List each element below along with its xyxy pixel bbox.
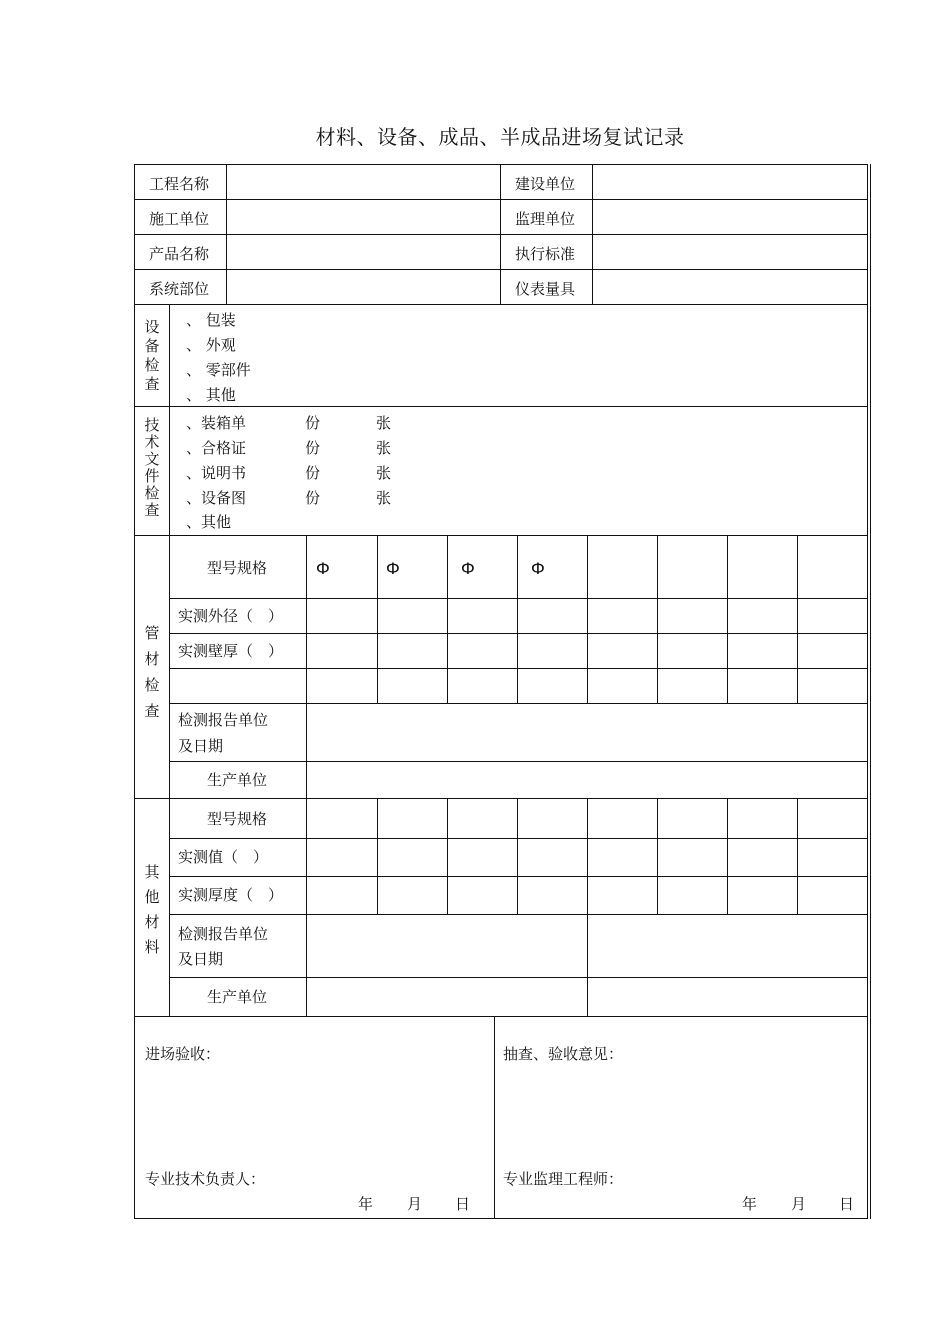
col-line (377, 798, 378, 914)
other-model-label: 型号规格 (207, 810, 268, 828)
row-line (134, 1218, 868, 1219)
doc-sheets: 张 (376, 489, 392, 507)
doc-name: 、其他 (186, 513, 232, 531)
supervision-unit-label: 监理单位 (515, 210, 576, 228)
col-line (226, 164, 227, 304)
equipment-item: 、 外观 (186, 336, 236, 354)
col-line (727, 535, 728, 703)
equipment-item: 、 包装 (186, 311, 236, 329)
tech-docs-label: 技术文件检查 (144, 416, 160, 519)
phi-symbol: Ф (531, 559, 545, 578)
doc-name: 、装箱单 (186, 414, 247, 432)
construction-unit-field[interactable] (228, 201, 499, 233)
table-border-right-double (870, 164, 871, 1219)
standard-label: 执行标准 (515, 245, 576, 263)
doc-name: 、设备图 (186, 489, 247, 507)
opinion-label: 抽查、验收意见： (503, 1045, 624, 1063)
col-line (657, 798, 658, 914)
equipment-check-label: 设备检查 (144, 318, 160, 393)
phi-symbol: Ф (316, 559, 330, 578)
date-day: 日 (455, 1195, 471, 1213)
row-line (169, 876, 868, 877)
col-line (306, 535, 307, 1016)
pipe-outer-diameter-label: 实测外径（ ） (178, 607, 284, 625)
doc-copies: 份 (305, 489, 321, 507)
product-name-field[interactable] (228, 236, 499, 268)
system-location-label: 系统部位 (149, 280, 210, 298)
instruments-label: 仪表量具 (515, 280, 576, 298)
row-line (134, 234, 868, 235)
pipe-check-label: 管材检查 (144, 624, 160, 720)
pipe-report-label-line1: 检测报告单位 (178, 711, 269, 729)
date-month: 月 (407, 1195, 423, 1213)
other-report-label-line1: 检测报告单位 (178, 925, 269, 943)
row-line (134, 304, 868, 305)
phi-symbol: Ф (461, 559, 475, 578)
col-line (517, 535, 518, 703)
col-line (797, 535, 798, 703)
col-line (447, 798, 448, 914)
system-location-field[interactable] (228, 271, 499, 303)
pipe-wall-thickness-label: 实测壁厚（ ） (178, 642, 284, 660)
row-line (134, 535, 868, 536)
date-year: 年 (742, 1195, 758, 1213)
col-line (494, 1016, 495, 1218)
col-line (587, 798, 588, 1016)
row-line (134, 406, 868, 407)
col-line (657, 535, 658, 703)
row-line (134, 269, 868, 270)
doc-copies: 份 (305, 439, 321, 457)
table-border-right (867, 164, 868, 1219)
other-producer-label: 生产单位 (207, 988, 268, 1006)
row-line (169, 633, 868, 634)
technical-lead-label: 专业技术负责人： (145, 1170, 266, 1188)
doc-sheets: 张 (376, 439, 392, 457)
doc-copies: 份 (305, 414, 321, 432)
acceptance-label: 进场验收： (145, 1045, 221, 1063)
col-line (517, 798, 518, 914)
row-line (169, 598, 868, 599)
supervisor-label: 专业监理工程师： (503, 1170, 624, 1188)
equipment-item: 、 零部件 (186, 361, 251, 379)
row-line (169, 703, 868, 704)
phi-symbol: Ф (386, 559, 400, 578)
client-unit-field[interactable] (594, 166, 866, 198)
col-line (592, 164, 593, 304)
date-day: 日 (839, 1195, 855, 1213)
other-measured-thickness-label: 实测厚度（ ） (178, 886, 284, 904)
equipment-item: 、 其他 (186, 386, 236, 404)
instruments-field[interactable] (594, 271, 866, 303)
doc-sheets: 张 (376, 414, 392, 432)
col-line (169, 304, 170, 1016)
pipe-report-label-line2: 及日期 (178, 737, 224, 755)
col-line (377, 535, 378, 703)
row-line (169, 668, 868, 669)
project-name-label: 工程名称 (149, 175, 210, 193)
other-materials-label: 其他材料 (144, 863, 160, 956)
page-title: 材料、设备、成品、半成品进场复试记录 (315, 125, 685, 149)
client-unit-label: 建设单位 (515, 175, 576, 193)
row-line (134, 1016, 868, 1017)
col-line (727, 798, 728, 914)
construction-unit-label: 施工单位 (149, 210, 210, 228)
row-line (169, 838, 868, 839)
project-name-field[interactable] (228, 166, 499, 198)
date-year: 年 (358, 1195, 374, 1213)
row-line (169, 914, 868, 915)
other-measured-value-label: 实测值（ ） (178, 848, 269, 866)
row-line (134, 798, 868, 799)
standard-field[interactable] (594, 236, 866, 268)
row-line (169, 761, 868, 762)
date-month: 月 (791, 1195, 807, 1213)
pipe-producer-label: 生产单位 (207, 771, 268, 789)
doc-name: 、合格证 (186, 439, 247, 457)
table-border-left (134, 164, 135, 1219)
product-name-label: 产品名称 (149, 245, 210, 263)
doc-name: 、说明书 (186, 464, 247, 482)
pipe-model-label: 型号规格 (207, 559, 268, 577)
other-report-label-line2: 及日期 (178, 950, 224, 968)
row-line (169, 977, 868, 978)
row-line (134, 199, 868, 200)
col-line (447, 535, 448, 703)
doc-sheets: 张 (376, 464, 392, 482)
doc-copies: 份 (305, 464, 321, 482)
col-line (797, 798, 798, 914)
col-line (500, 164, 501, 304)
row-line (134, 164, 868, 165)
supervision-unit-field[interactable] (594, 201, 866, 233)
col-line (587, 535, 588, 703)
